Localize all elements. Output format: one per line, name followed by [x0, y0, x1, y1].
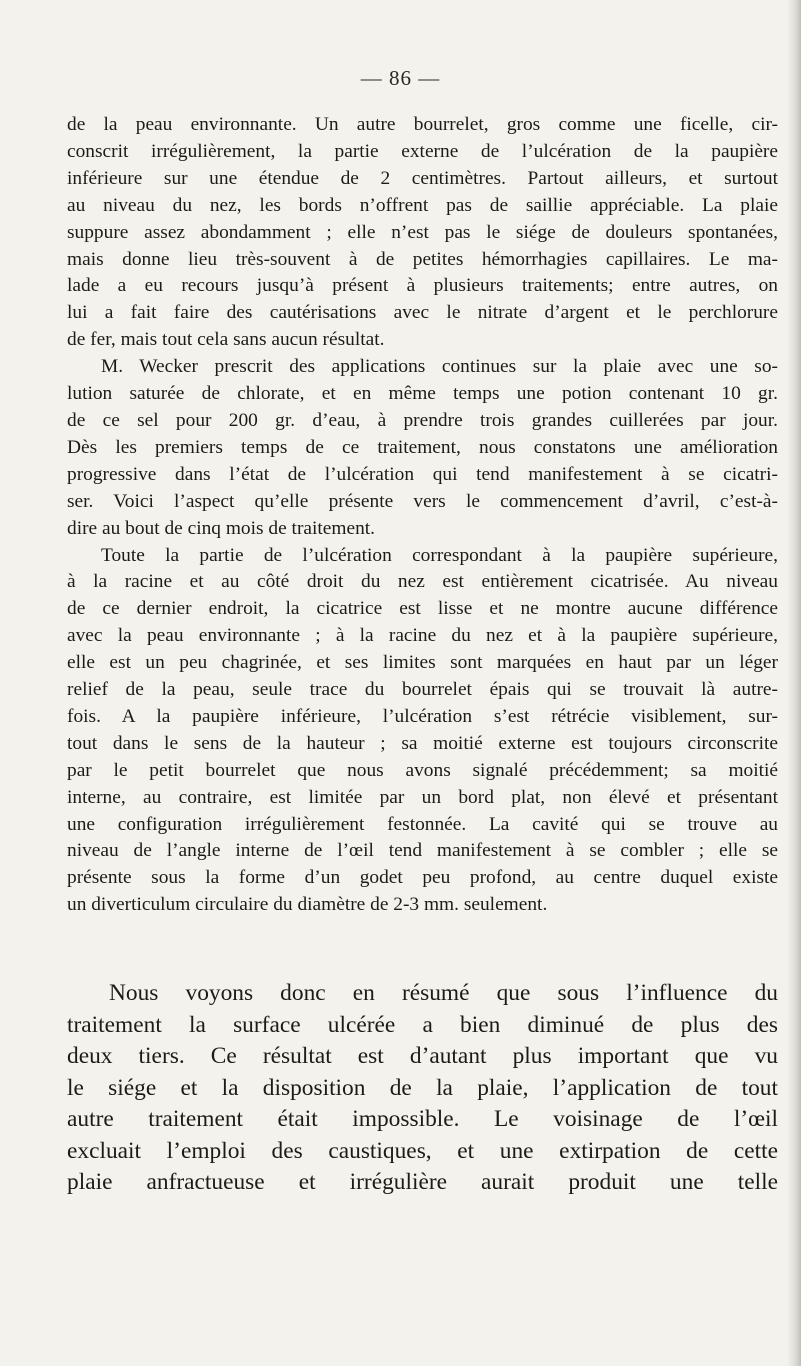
paragraph-continuation [67, 112, 778, 354]
text-line: lui a fait faire des cautérisations avec le nitrate d’argent et le perchlorure [67, 302, 778, 324]
text-line: lution saturée de chlorate, et en même temps une potion contenant 10 gr. [67, 383, 778, 405]
text-line: Dès les premiers temps de ce traitement, nous constatons une amélioration [67, 436, 778, 458]
text-line: relief de la peau, seule trace du bourrelet épais qui se trouvait là autre- [67, 679, 778, 701]
page-edge-shadow [787, 0, 801, 1366]
text-line: inférieure sur une étendue de 2 centimètres. Partout ailleurs, et surtout [67, 167, 778, 189]
text-line: présente sous la forme d’un godet peu profond, au centre duquel existe [67, 867, 778, 889]
text-line: Toute la partie de l’ulcération correspondant à la paupière supérieure, [101, 544, 778, 566]
text-line: autre traitement était impossible. Le voisinage de l’œil [67, 1106, 778, 1132]
text-line: avec la peau environnante ; à la racine du nez et à la paupière supérieure, [67, 625, 778, 647]
paragraph-observation [67, 543, 778, 920]
small-print-text [67, 112, 778, 919]
summary-text [67, 978, 778, 1199]
text-line: dire au bout de cinq mois de traitement. [67, 517, 376, 539]
text-line: un diverticulum circulaire du diamètre de 2-3 mm. seulement. [67, 894, 548, 916]
page-number: — 86 — [360, 66, 441, 90]
text-line: au niveau du nez, les bords n’offrent pas de saillie appréciable. La plaie [67, 194, 778, 216]
text-line: de ce dernier endroit, la cicatrice est lisse et ne montre aucune différence [67, 598, 778, 620]
text-line: de fer, mais tout cela sans aucun résultat. [67, 329, 385, 351]
paragraph-treatment [67, 354, 778, 542]
text-line: excluait l’emploi des caustiques, et une extirpation de cette [67, 1137, 778, 1164]
text-line: à la racine et au côté droit du nez est entièrement cicatrisée. Au niveau [67, 571, 778, 593]
text-line: suppure assez abondamment ; elle n’est pas le siége de douleurs spontanées, [67, 221, 778, 243]
text-line: par le petit bourrelet que nous avons signalé précédemment; sa moitié [67, 759, 778, 781]
text-line: deux tiers. Ce résultat est d’autant plus important que vu [67, 1043, 778, 1069]
text-line: de la peau environnante. Un autre bourrelet, gros comme une ficelle, cir- [67, 114, 778, 135]
text-line: plaie anfractueuse et irrégulière aurait produit une telle [67, 1169, 778, 1195]
text-line: lade a eu recours jusqu’à présent à plusieurs traitements; entre autres, on [67, 275, 778, 297]
text-line: une configuration irrégulièrement festonnée. La cavité qui se trouve au [67, 813, 778, 835]
paragraph-summary [67, 978, 778, 1199]
text-line: conscrit irrégulièrement, la partie externe de l’ulcération de la paupière [67, 140, 778, 162]
text-line: progressive dans l’état de l’ulcération qui tend manifestement à se cicatri- [67, 463, 778, 485]
text-line: traitement la surface ulcérée a bien diminué de plus des [67, 1011, 778, 1038]
text-line: niveau de l’angle interne de l’œil tend manifestement à se combler ; elle se [67, 840, 778, 862]
text-line: de ce sel pour 200 gr. d’eau, à prendre trois grandes cuillerées par jour. [67, 409, 778, 431]
text-line: interne, au contraire, est limitée par un bord plat, non élevé et présentant [67, 786, 778, 808]
text-line: elle est un peu chagrinée, et ses limites sont marquées en haut par un léger [67, 652, 778, 674]
text-line: Nous voyons donc en résumé que sous l’influence du [109, 980, 778, 1006]
text-line: le siége et la disposition de la plaie, l’application de tout [67, 1074, 778, 1101]
text-line: fois. A la paupière inférieure, l’ulcération s’est rétrécie visiblement, sur- [67, 705, 778, 727]
text-line: M. Wecker prescrit des applications continues sur la plaie avec une so- [101, 356, 778, 378]
text-line: ser. Voici l’aspect qu’elle présente vers le commencement d’avril, c’est-à- [67, 490, 778, 512]
text-line: tout dans le sens de la hauteur ; sa moitié externe est toujours circonscrite [67, 732, 778, 754]
text-line: mais donne lieu très-souvent à de petites hémorrhagies capillaires. Le ma- [67, 248, 778, 270]
